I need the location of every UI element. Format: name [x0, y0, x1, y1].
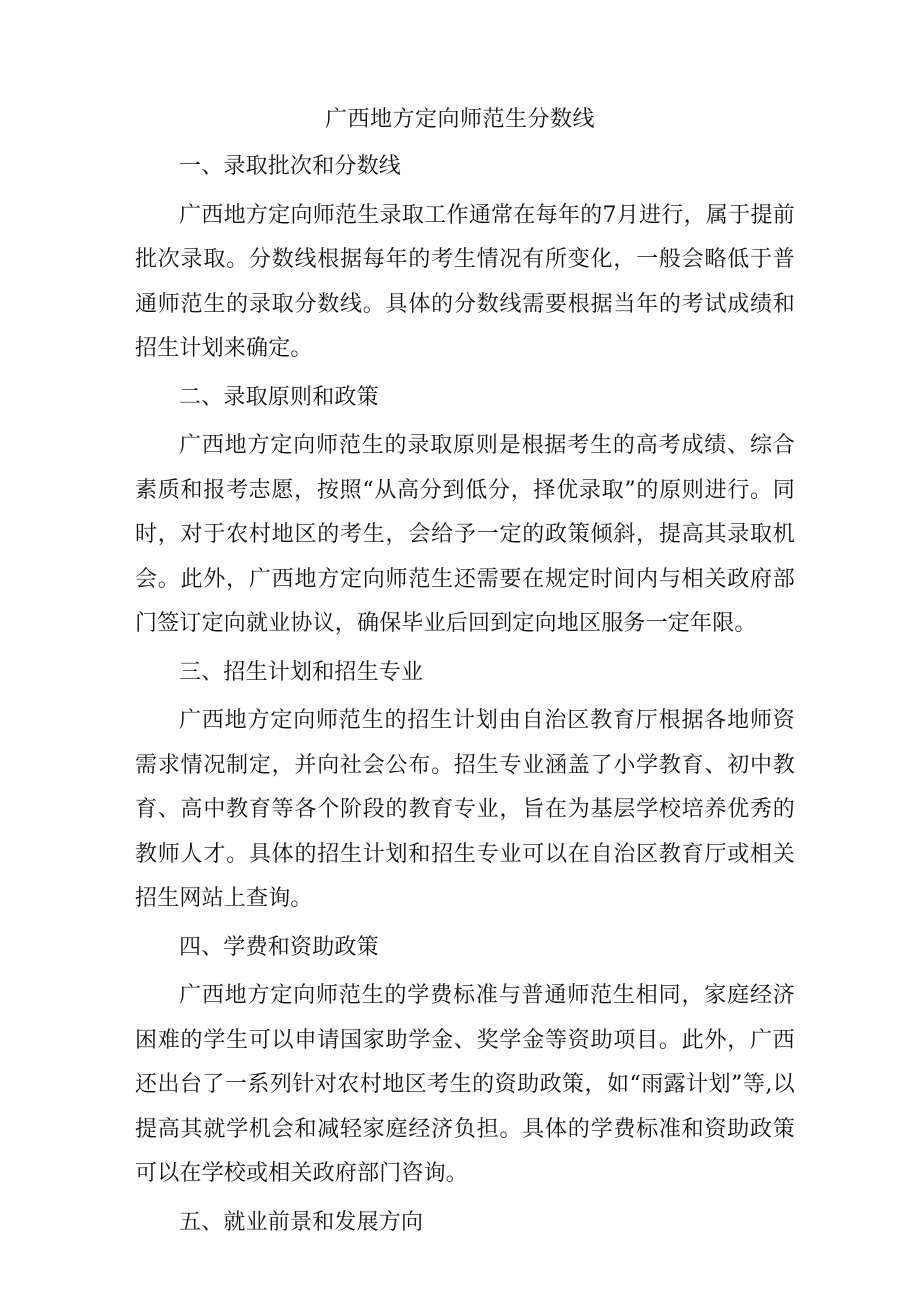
document-body — [135, 141, 795, 1249]
section-5-heading: 五、就业前景和发展方向 — [179, 1209, 424, 1235]
section-2-paragraph: 广西地方定向师范生的录取原则是根据考生的高考成绩、综合素质和报考志愿，按照“从高分到低分，择优录取”的原则进行。同时，对于农村地区的考生，会给予一定的政策倾斜，提高其录取机会。此外，广西地方定向师范生还需要在规定时间内与相关政府部门签订定向就业协议，确保毕业后回到定向地区服务一定年限。 — [135, 433, 795, 636]
section-1-heading: 一、录取批次和分数线 — [179, 154, 402, 179]
section-3-heading: 三、招生计划和招生专业 — [179, 659, 424, 685]
section-3-paragraph: 广西地方定向师范生的招生计划由自治区教育厅根据各地师资需求情况制定，并向社会公布。招生专业涵盖了小学教育、初中教育、高中教育等各个阶段的教育专业，旨在为基层学校培养优秀的教师人才。具体的招生计划和招生专业可以在自治区教育厅或相关招生网站上查询。 — [135, 708, 795, 911]
section-2-heading: 二、录取原则和政策 — [179, 384, 379, 410]
section-4-heading: 四、学费和资助政策 — [179, 934, 379, 960]
section-4-paragraph: 广西地方定向师范生的学费标准与普通师范生相同，家庭经济困难的学生可以申请国家助学金、奖学金等资助项目。此外，广西还出台了一系列针对农村地区考生的资助政策，如“雨露计划”等,以提高其就学机会和减轻家庭经济负担。具体的学费标准和资助政策可以在学校或相关政府部门咨询。 — [135, 983, 795, 1186]
document-title: 广西地方定向师范生分数线 — [324, 107, 595, 132]
section-1-paragraph: 广西地方定向师范生录取工作通常在每年的7月进行，属于提前批次录取。分数线根据每年的考生情况有所变化，一般会略低于普通师范生的录取分数线。具体的分数线需要根据当年的考试成绩和招生计划来确定。 — [135, 202, 795, 361]
